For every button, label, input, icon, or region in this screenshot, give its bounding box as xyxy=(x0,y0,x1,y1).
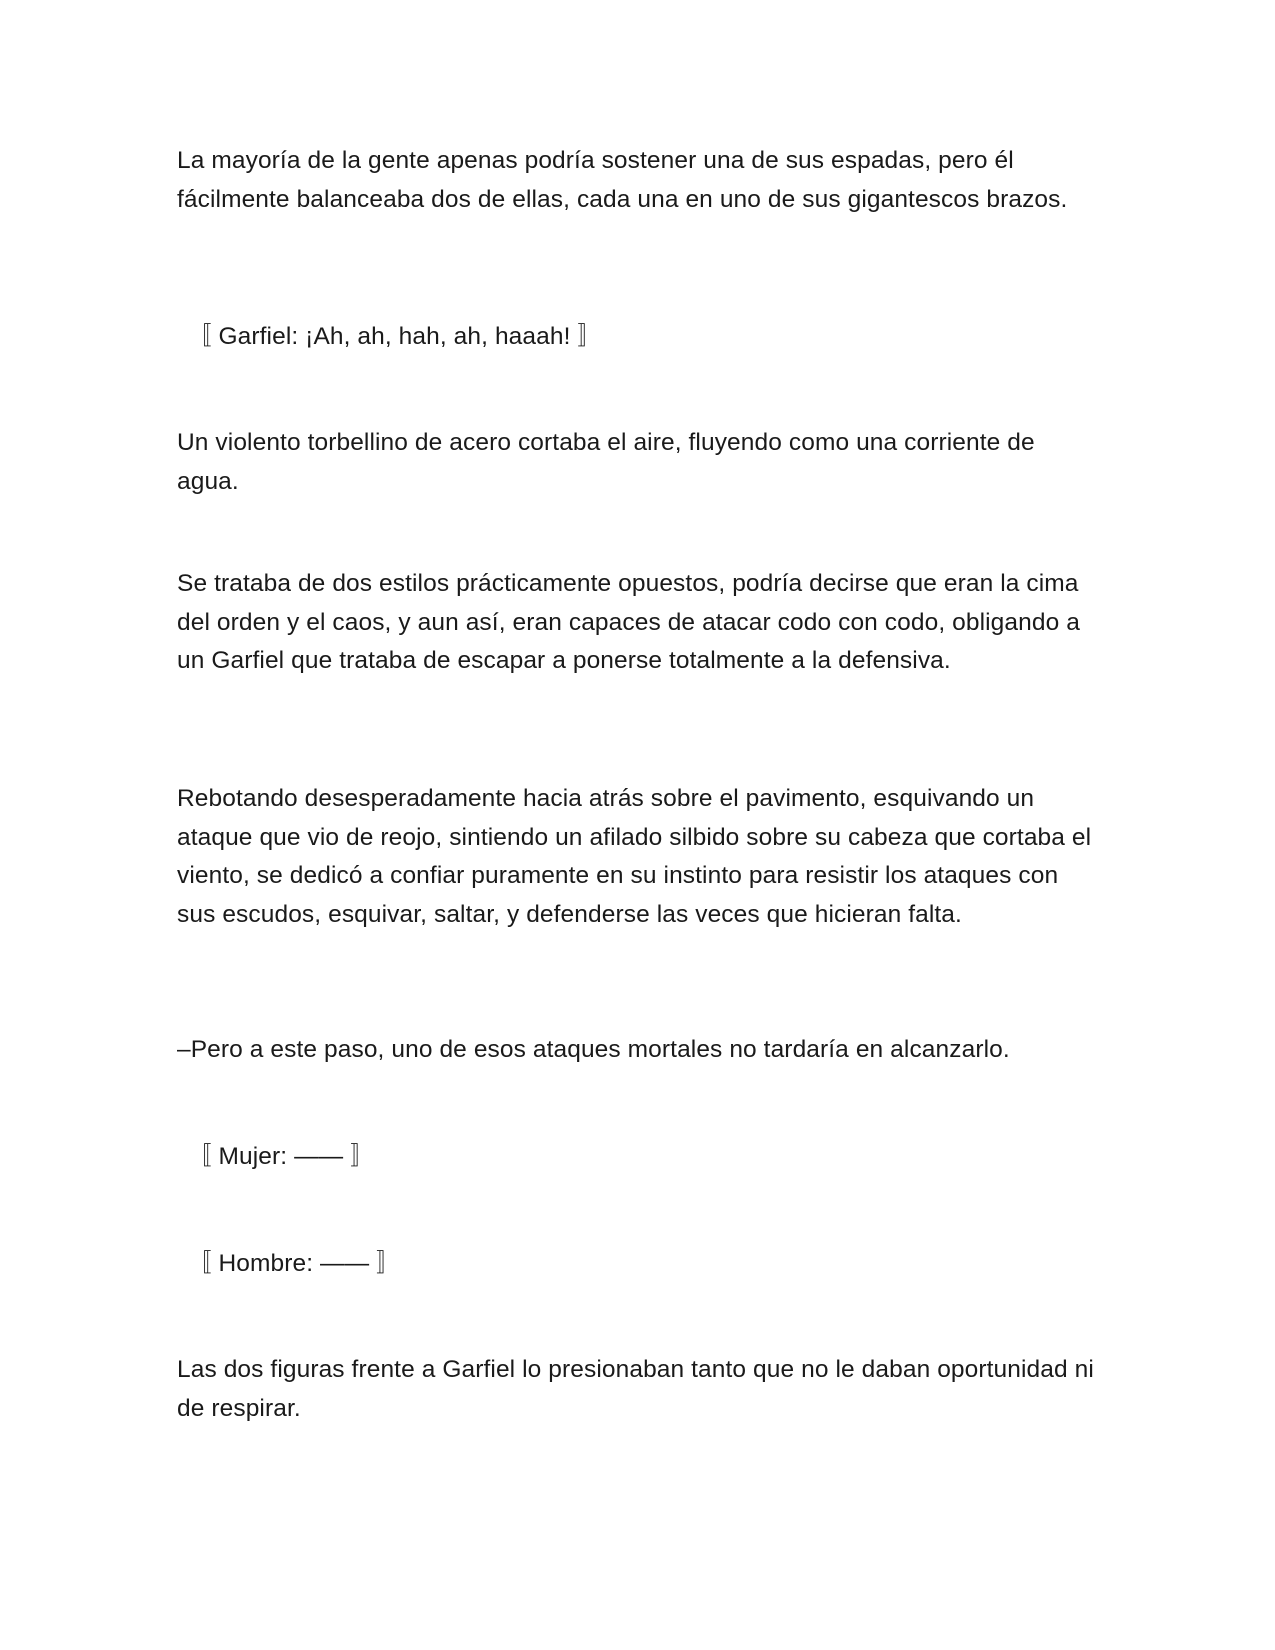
dialogue-garfiel: 〚 Garfiel: ¡Ah, ah, hah, ah, haaah! 〛 xyxy=(187,323,602,350)
paragraph-swords: La mayoría de la gente apenas podría sostener una de sus espadas, pero él fácilmente balanceaba dos de ellas, cada una en uno de sus gigantescos brazos. xyxy=(177,147,1068,213)
dialogue-man: 〚 Hombre: —— 〛 xyxy=(187,1250,401,1277)
dialogue-woman: 〚 Mujer: —— 〛 xyxy=(187,1143,375,1170)
paragraph-two-figures: Las dos figuras frente a Garfiel lo presionaban tanto que no le daban oportunidad ni de respirar. xyxy=(177,1356,1094,1422)
paragraph-whirlwind: Un violento torbellino de acero cortaba el aire, fluyendo como una corriente de agua. xyxy=(177,429,1035,495)
paragraph-rebounding: Rebotando desesperadamente hacia atrás sobre el pavimento, esquivando un ataque que vio de reojo, sintiendo un afilado silbido sobre su cabeza que cortaba el viento, se dedicó a confiar puramente en su instinto para resistir los ataques con sus escudos, esquivar, saltar, y defenderse las veces que hicieran falta. xyxy=(177,785,1092,928)
paragraph-deadly-attack: –Pero a este paso, uno de esos ataques mortales no tardaría en alcanzarlo. xyxy=(177,1036,1010,1063)
paragraph-styles: Se trataba de dos estilos prácticamente opuestos, podría decirse que eran la cima del orden y el caos, y aun así, eran capaces de atacar codo con codo, obligando a un Garfiel que trataba de escapar a ponerse totalmente a la defensiva. xyxy=(177,570,1080,674)
